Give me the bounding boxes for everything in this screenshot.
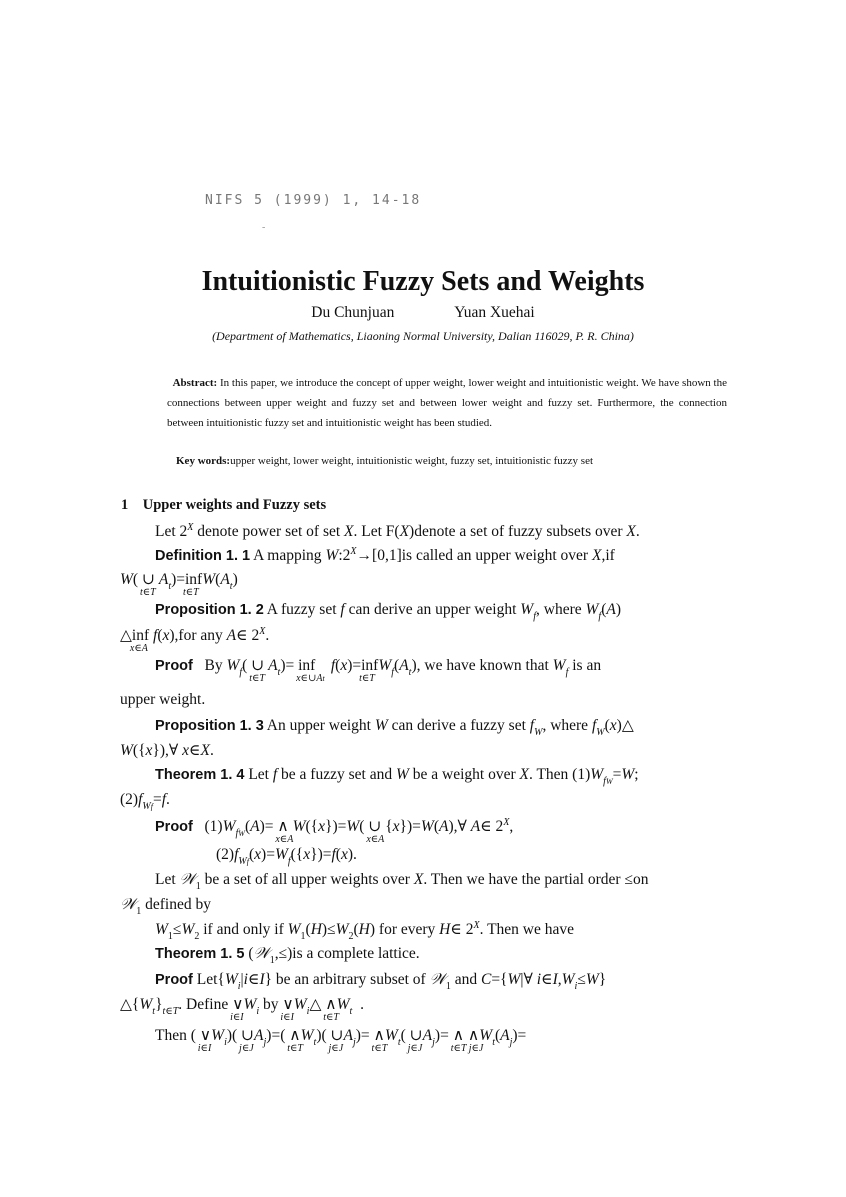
proposition-1-2: Proposition 1. 2 A fuzzy set f can derive an upper weight $W_f$, where $W_f(A)$ (155, 601, 622, 622)
author-2: Yuan Xuehai (454, 304, 535, 321)
section-number: 1 (121, 497, 129, 513)
abstract (167, 373, 727, 433)
formula: $\triangle\{W_t\}_{t\in T}$. Define ∨ i∈I $W_i$ by ∨ i∈I $W_i\triangle$ ∧ t∈T $W_t$ . (120, 996, 364, 1023)
affiliation: (Department of Mathematics, Liaoning Normal University, Dalian 116029, P. R. China) (212, 329, 634, 343)
definition-1-1: Definition 1. 1 A mapping $W:2^X\to[0,1]is$ called an upper weight over X,if (155, 546, 615, 565)
section-heading (121, 497, 326, 514)
formula: $(2)f_{Wf}(x)=W_f(\{x\})=f(x)$. (216, 846, 357, 867)
proof-label: Proof (155, 819, 193, 836)
theorem-label: Theorem 1. 5 (155, 946, 245, 962)
abstract-text: In this paper, we introduce the concept of upper weight, lower weight and intuitionistic weight. We have shown the connections between upper weight and fuzzy set and between lower weight and fuzzy set. Furthermore, the connection between intuitionistic fuzzy set and intuitionistic weight has been studied. (167, 377, 727, 429)
proof-label: Proof (155, 658, 193, 674)
section-title: Upper weights and Fuzzy sets (142, 497, 327, 513)
proof-1: Proof By $W_f$( ∪ t∈T $A_t)=$ inf x∈∪At f(x)=inf t∈T $W_f(A_t)$, we have known that $W_f$ is an (155, 657, 602, 684)
abstract-label: Abstract: (172, 377, 218, 389)
formula: $(2)f_{Wf}=f$. (120, 791, 170, 812)
keywords-text: upper weight, lower weight, intuitionistic weight, fuzzy set, intuitionistic fuzzy set (230, 455, 594, 467)
proof-3: Proof $Let\{W_i|i\in I\}$ be an arbitrary subset of 𝒲$_1$ and C={W|∀ $i\in I,W_i\le W$} (155, 971, 607, 992)
theorem-label: Theorem 1. 4 (155, 767, 245, 783)
body-line: 𝒲$_1$ defined by (120, 896, 211, 917)
formula: W( ∪ t∈T $A_t)=inf$ t∈T $W(A_t)$ (120, 571, 238, 598)
body-line: Let 𝒲$_1$ be a set of all upper weights over X. Then we have the partial order ≤on (155, 871, 649, 892)
keywords (176, 455, 593, 467)
header-mark: - (262, 222, 266, 233)
formula: △inf x∈A f(x),for any A∈ $2^X$. (120, 626, 270, 655)
body-line: upper weight. (120, 691, 206, 708)
journal-header: NIFS 5 (1999) 1, 14-18 (205, 193, 422, 208)
keywords-label: Key words: (176, 455, 231, 467)
authors (0, 304, 846, 322)
formula: Then ( ∨ i∈I $W_i$)( ∪ j∈J $A_j)=$( ∧ t∈T $W_t$)( ∪ j∈J $A_j)=$ ∧ t∈T $W_t$( ∪ j∈J $A_j)=$ ∧ ∧ t∈T j∈J $W_t(A_j)=$ (155, 1027, 527, 1054)
theorem-1-4: Theorem 1. 4 Let f be a fuzzy set and W be a weight over X. Then $(1)W_{fW}=W$; (155, 766, 639, 787)
definition-label: Definition 1. 1 (155, 548, 251, 565)
formula: W({x}),∀ x∈X. (120, 742, 214, 759)
proposition-1-3: Proposition 1. 3 An upper weight W can derive a fuzzy set $f_W$, where $f_W(x)\triangle$ (155, 717, 634, 738)
paper-title: Intuitionistic Fuzzy Sets and Weights (201, 266, 645, 297)
theorem-1-5: Theorem 1. 5 (𝒲$_1$,≤)is a complete lattice. (155, 945, 420, 966)
body-line: Let $2^X$ denote power set of set X. Let F(X)denote a set of fuzzy subsets over X. (155, 522, 640, 541)
body-line: $W_1\le W_2$ if and only if $W_1(H)\le W_2(H)$ for every H∈ $2^X$. Then we have (155, 920, 574, 943)
author-1: Du Chunjuan (311, 304, 395, 321)
proposition-label: Proposition 1. 3 (155, 718, 264, 734)
proposition-label: Proposition 1. 2 (155, 602, 264, 618)
proof-label: Proof (155, 972, 193, 988)
proof-2: Proof $(1)W_{fW}(A)=$ ∧ x∈A W({x})=W( ∪ x∈A {x})=W(A),∀ A∈ $2^X$, (155, 817, 514, 846)
